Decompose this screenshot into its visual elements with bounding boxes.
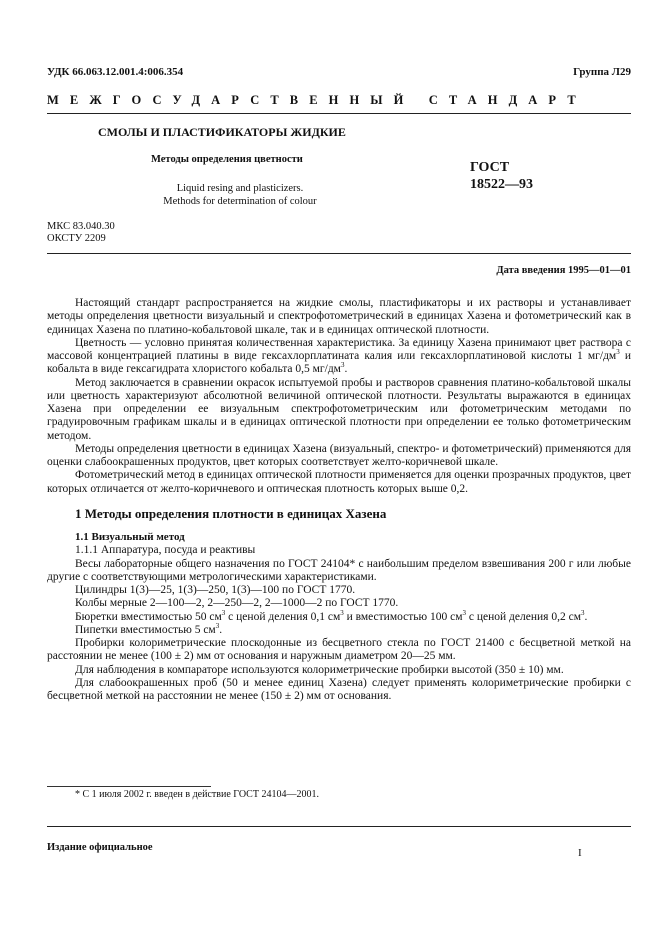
subsection-heading-1-1: 1.1 Визуальный метод <box>75 531 185 543</box>
udk-code: УДК 66.063.12.001.4:006.354 <box>47 66 184 78</box>
english-title-line1: Liquid resing and plasticizers. <box>176 183 304 194</box>
paragraph-photometric: Фотометрический метод в единицах оптической плотности применяется для оценки прозрачных продуктов, цвет которых отличается от желто-коричневого и оптическая плотность которых выше 0,2. <box>47 469 631 495</box>
footnote: * С 1 июля 2002 г. введен в действие ГОСТ 24104—2001. <box>75 789 319 800</box>
english-title-line2: Methods for determination of colour <box>163 196 317 207</box>
paragraph-scope: Настоящий стандарт распространяется на жидкие смолы, пластификаторы и их растворы и устанавливает методы определения цветности визуальный и спектрофотометрический в единицах Хазена и фотометрический как в единицах Хазена по платино-кобальтовой шкале, так и в единицах оптической плотности. <box>47 297 631 336</box>
banner-rule <box>47 113 631 114</box>
effective-date: Дата введения 1995—01—01 <box>496 265 631 276</box>
document-body <box>47 297 631 703</box>
okstu-code: ОКСТУ 2209 <box>47 233 106 244</box>
section-heading-1: 1 Методы определения плотности в единицах Хазена <box>75 505 387 521</box>
doc-title: СМОЛЫ И ПЛАСТИФИКАТОРЫ ЖИДКИЕ <box>98 125 346 139</box>
paragraph-scales: Весы лабораторные общего назначения по ГОСТ 24104* с наибольшим пределом взвешивания 200 г или любые другие с соответствующими метрологическими характеристиками. <box>47 557 631 583</box>
paragraph-pipettes: Пипетки вместимостью 5 $см^3$. <box>75 621 223 636</box>
english-title <box>154 182 326 208</box>
gost-number: 18522—93 <box>470 177 533 192</box>
paragraph-method: Метод заключается в сравнении окрасок испытуемой пробы и растворов сравнения платино-кобальтовой шкалы или цветность характеризуют абсолютной величиной оптической плотности. Результаты выражаются в единицах Хазена при определении ее визуальным спектрофотометрическим или фотометрическим методами по градуировочным графикам шкалы и в единицах оптической плотности при определении ее только фотометрическим методом. <box>47 376 631 442</box>
standard-banner: МЕЖГОСУДАРСТВЕННЫЙ СТАНДАРТ <box>47 93 587 107</box>
footer-rule <box>47 826 631 827</box>
gost-designation <box>470 159 533 193</box>
group-code: Группа Л29 <box>573 66 631 78</box>
page-number: I <box>578 847 582 859</box>
paragraph-comparator: Для наблюдения в компараторе используются колориметрические пробирки высотой (350 ± 10) мм. <box>75 663 564 676</box>
mks-code: МКС 83.040.30 <box>47 221 115 232</box>
paragraph-burettes: Бюретки вместимостью 50 $см^3$ с ценой деления 0,1 $см^3$ и вместимостью 100 $см^3$ с ценой деления 0,2 $см^3$. <box>75 608 588 623</box>
doc-subtitle: Методы определения цветности <box>151 154 303 165</box>
gost-label: ГОСТ <box>470 160 510 175</box>
paragraph-hazen-methods: Методы определения цветности в единицах Хазена (визуальный, спектро- и фотометрический) применяются для оценки слабоокрашенных продуктов, цвет которых соответствует желто-коричневой шкале. <box>47 442 631 468</box>
paragraph-test-tubes: Пробирки колориметрические плоскодонные из бесцветного стекла по ГОСТ 21400 с бесцветной меткой на расстоянии не менее (100 ± 2) мм от основания и наружным диаметром 20—25 мм. <box>47 637 631 663</box>
paragraph-definition: Цветность — условно принятая количественная характеристика. За единицу Хазена принимают цвет раствора с массовой концентрацией платины в виде гексахлорплатината калия или гексахлорплатиновой кислоты 1 $мг/дм^3$ и кобальта в виде гексагидрата хлористого кобальта 0,5 $мг/дм^3$. <box>47 336 632 376</box>
edition-label: Издание официальное <box>47 842 153 853</box>
header-rule <box>47 253 631 254</box>
classification-codes <box>47 221 115 245</box>
paragraph-flasks: Колбы мерные 2—100—2, 2—250—2, 2—1000—2 по ГОСТ 1770. <box>75 597 399 610</box>
paragraph-weak-samples: Для слабоокрашенных проб (50 и менее единиц Хазена) следует применять колориметрические пробирки с бесцветной меткой на расстоянии не менее (150 ± 2) мм от основания. <box>47 676 631 702</box>
clause-1-1-1: 1.1.1 Аппаратура, посуда и реактивы <box>75 544 256 557</box>
paragraph-cylinders: Цилиндры 1(3)—25, 1(3)—250, 1(3)—100 по ГОСТ 1770. <box>75 584 356 596</box>
footnote-rule <box>47 786 211 787</box>
